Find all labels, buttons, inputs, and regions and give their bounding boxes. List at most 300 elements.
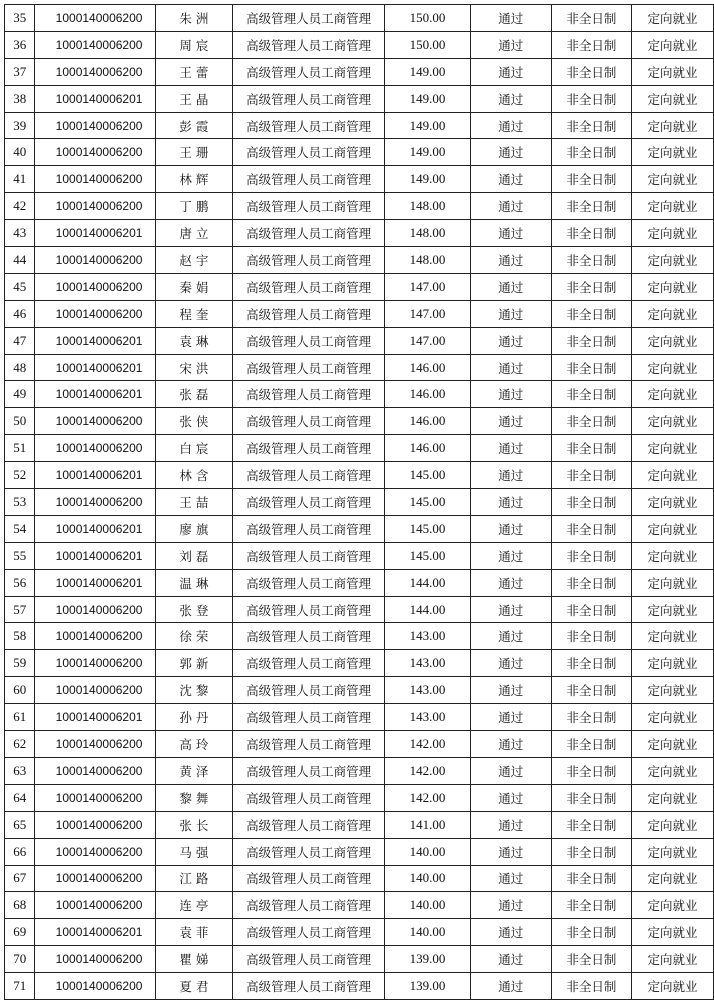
major-name-cell: 高级管理人员工商管理: [233, 542, 385, 569]
total-score-cell: 145.00: [385, 515, 470, 542]
candidate-id-text: 1000140006200: [55, 683, 143, 698]
total-score-cell: 140.00: [385, 919, 470, 946]
study-mode-cell: 非全日制: [551, 435, 631, 462]
major-name-cell: 高级管理人员工商管理: [233, 31, 385, 58]
major-name-cell: 高级管理人员工商管理: [233, 838, 385, 865]
review-result-cell: 通过: [470, 973, 551, 1000]
row-number-cell: 56: [5, 569, 35, 596]
candidate-id-cell: [35, 408, 155, 435]
candidate-id-text: 1000140006201: [55, 360, 143, 375]
candidate-id-cell: [35, 247, 155, 274]
study-mode-cell: 非全日制: [551, 5, 631, 32]
study-mode-cell: 非全日制: [551, 85, 631, 112]
table-row: [5, 838, 714, 865]
study-mode-cell: 非全日制: [551, 838, 631, 865]
table-row: [5, 462, 714, 489]
row-number-cell: 51: [5, 435, 35, 462]
major-name-cell: 高级管理人员工商管理: [233, 757, 385, 784]
employment-type-cell: 定向就业: [631, 515, 713, 542]
candidate-id-text: 1000140006200: [55, 979, 143, 993]
employment-type-cell: 定向就业: [631, 300, 713, 327]
row-number-cell: 37: [5, 58, 35, 85]
employment-type-cell: 定向就业: [631, 489, 713, 516]
total-score-cell: 148.00: [385, 193, 470, 220]
employment-type-cell: 定向就业: [631, 139, 713, 166]
candidate-id-text: 1000140006201: [55, 91, 143, 106]
review-result-cell: 通过: [470, 784, 551, 811]
employment-type-cell: 定向就业: [631, 354, 713, 381]
row-number-cell: 41: [5, 166, 35, 193]
employment-type-cell: 定向就业: [631, 569, 713, 596]
major-name-cell: 高级管理人员工商管理: [233, 5, 385, 32]
total-score-cell: 148.00: [385, 220, 470, 247]
total-score-cell: 142.00: [385, 757, 470, 784]
study-mode-cell: 非全日制: [551, 892, 631, 919]
candidate-id-cell: [35, 973, 155, 1000]
study-mode-cell: 非全日制: [551, 220, 631, 247]
review-result-cell: 通过: [470, 542, 551, 569]
total-score-cell: 144.00: [385, 569, 470, 596]
major-name-cell: 高级管理人员工商管理: [233, 58, 385, 85]
study-mode-cell: 非全日制: [551, 757, 631, 784]
table-row: [5, 919, 714, 946]
major-name-cell: 高级管理人员工商管理: [233, 650, 385, 677]
total-score-cell: 139.00: [385, 973, 470, 1000]
review-result-cell: 通过: [470, 381, 551, 408]
review-result-cell: 通过: [470, 569, 551, 596]
employment-type-cell: 定向就业: [631, 919, 713, 946]
candidate-name-cell: 黄 泽: [155, 757, 232, 784]
major-name-cell: 高级管理人员工商管理: [233, 220, 385, 247]
study-mode-cell: 非全日制: [551, 650, 631, 677]
table-row: [5, 354, 714, 381]
candidate-name-cell: 马 强: [155, 838, 232, 865]
study-mode-cell: 非全日制: [551, 139, 631, 166]
review-result-cell: 通过: [470, 5, 551, 32]
candidate-name-cell: 唐 立: [155, 220, 232, 247]
candidate-id-cell: [35, 462, 155, 489]
candidate-name-cell: 夏 君: [155, 973, 232, 1000]
major-name-cell: 高级管理人员工商管理: [233, 354, 385, 381]
row-number-cell: 57: [5, 596, 35, 623]
row-number-cell: 60: [5, 677, 35, 704]
review-result-cell: 通过: [470, 489, 551, 516]
candidate-name-cell: 孙 丹: [155, 704, 232, 731]
employment-type-cell: 定向就业: [631, 596, 713, 623]
table-row: [5, 220, 714, 247]
review-result-cell: 通过: [470, 85, 551, 112]
candidate-id-cell: [35, 677, 155, 704]
table-row: [5, 273, 714, 300]
major-name-cell: 高级管理人员工商管理: [233, 569, 385, 596]
candidate-name-cell: 刘 磊: [155, 542, 232, 569]
candidate-id-text: 1000140006200: [55, 252, 143, 267]
candidate-id-cell: [35, 731, 155, 758]
row-number-cell: 64: [5, 784, 35, 811]
table-row: [5, 435, 714, 462]
major-name-cell: 高级管理人员工商管理: [233, 677, 385, 704]
employment-type-cell: 定向就业: [631, 757, 713, 784]
table-row: [5, 515, 714, 542]
candidate-name-cell: 张 长: [155, 811, 232, 838]
candidate-id-cell: [35, 112, 155, 139]
candidate-id-text: 1000140006200: [55, 10, 143, 25]
review-result-cell: 通过: [470, 327, 551, 354]
major-name-cell: 高级管理人员工商管理: [233, 139, 385, 166]
candidate-id-cell: [35, 166, 155, 193]
candidate-id-cell: [35, 623, 155, 650]
candidate-id-cell: [35, 489, 155, 516]
row-number-cell: 59: [5, 650, 35, 677]
candidate-id-cell: [35, 946, 155, 973]
major-name-cell: 高级管理人员工商管理: [233, 865, 385, 892]
table-row: [5, 784, 714, 811]
candidate-id-text: 1000140006200: [55, 279, 143, 294]
candidate-id-cell: [35, 5, 155, 32]
total-score-cell: 146.00: [385, 408, 470, 435]
major-name-cell: 高级管理人员工商管理: [233, 515, 385, 542]
candidate-name-cell: 彭 霞: [155, 112, 232, 139]
review-result-cell: 通过: [470, 112, 551, 139]
major-name-cell: 高级管理人员工商管理: [233, 435, 385, 462]
table-row: [5, 5, 714, 32]
table-row: [5, 757, 714, 784]
employment-type-cell: 定向就业: [631, 677, 713, 704]
review-result-cell: 通过: [470, 462, 551, 489]
review-result-cell: 通过: [470, 435, 551, 462]
candidate-id-cell: [35, 838, 155, 865]
candidate-id-text: 1000140006200: [55, 199, 143, 214]
study-mode-cell: 非全日制: [551, 31, 631, 58]
candidate-id-text: 1000140006200: [55, 118, 143, 133]
row-number-cell: 63: [5, 757, 35, 784]
candidate-id-text: 1000140006201: [55, 468, 143, 483]
candidate-id-cell: [35, 596, 155, 623]
major-name-cell: 高级管理人员工商管理: [233, 85, 385, 112]
candidate-id-text: 1000140006200: [55, 37, 143, 52]
total-score-cell: 146.00: [385, 354, 470, 381]
row-number-cell: 66: [5, 838, 35, 865]
row-number-cell: 43: [5, 220, 35, 247]
candidate-name-cell: 程 奎: [155, 300, 232, 327]
candidate-id-text: 1000140006201: [55, 226, 143, 241]
candidate-id-text: 1000140006200: [55, 763, 143, 778]
candidate-id-text: 1000140006200: [55, 871, 143, 886]
total-score-cell: 143.00: [385, 677, 470, 704]
candidate-name-cell: 黎 舞: [155, 784, 232, 811]
candidate-name-cell: 连 亭: [155, 892, 232, 919]
study-mode-cell: 非全日制: [551, 381, 631, 408]
table-row: [5, 112, 714, 139]
candidate-name-cell: 徐 荣: [155, 623, 232, 650]
total-score-cell: 149.00: [385, 58, 470, 85]
candidate-id-cell: [35, 865, 155, 892]
total-score-cell: 142.00: [385, 731, 470, 758]
total-score-cell: 147.00: [385, 300, 470, 327]
candidate-name-cell: 袁 琳: [155, 327, 232, 354]
candidate-id-cell: [35, 542, 155, 569]
total-score-cell: 147.00: [385, 327, 470, 354]
total-score-cell: 142.00: [385, 784, 470, 811]
table-row: [5, 31, 714, 58]
candidate-id-cell: [35, 435, 155, 462]
row-number-cell: 54: [5, 515, 35, 542]
employment-type-cell: 定向就业: [631, 112, 713, 139]
employment-type-cell: 定向就业: [631, 784, 713, 811]
candidate-id-text: 1000140006200: [55, 790, 143, 805]
study-mode-cell: 非全日制: [551, 865, 631, 892]
employment-type-cell: 定向就业: [631, 381, 713, 408]
review-result-cell: 通过: [470, 220, 551, 247]
employment-type-cell: 定向就业: [631, 946, 713, 973]
candidate-id-cell: [35, 193, 155, 220]
candidate-id-cell: [35, 515, 155, 542]
employment-type-cell: 定向就业: [631, 408, 713, 435]
review-result-cell: 通过: [470, 865, 551, 892]
candidate-name-cell: 王 蕾: [155, 58, 232, 85]
major-name-cell: 高级管理人员工商管理: [233, 247, 385, 274]
row-number-cell: 62: [5, 731, 35, 758]
review-result-cell: 通过: [470, 623, 551, 650]
candidate-name-cell: 丁 鹏: [155, 193, 232, 220]
candidate-name-cell: 宋 洪: [155, 354, 232, 381]
table-row: [5, 704, 714, 731]
major-name-cell: 高级管理人员工商管理: [233, 300, 385, 327]
candidate-name-cell: 温 琳: [155, 569, 232, 596]
table-row: [5, 408, 714, 435]
study-mode-cell: 非全日制: [551, 166, 631, 193]
candidate-name-cell: 袁 菲: [155, 919, 232, 946]
candidate-name-cell: 郭 新: [155, 650, 232, 677]
review-result-cell: 通过: [470, 892, 551, 919]
row-number-cell: 68: [5, 892, 35, 919]
candidate-id-cell: [35, 273, 155, 300]
table-row: [5, 677, 714, 704]
major-name-cell: 高级管理人员工商管理: [233, 919, 385, 946]
row-number-cell: 67: [5, 865, 35, 892]
table-row: [5, 193, 714, 220]
review-result-cell: 通过: [470, 731, 551, 758]
employment-type-cell: 定向就业: [631, 166, 713, 193]
table-row: [5, 327, 714, 354]
study-mode-cell: 非全日制: [551, 569, 631, 596]
candidate-id-text: 1000140006201: [55, 333, 143, 348]
candidate-id-text: 1000140006200: [55, 64, 143, 79]
total-score-cell: 150.00: [385, 5, 470, 32]
total-score-cell: 149.00: [385, 166, 470, 193]
study-mode-cell: 非全日制: [551, 542, 631, 569]
row-number-cell: 40: [5, 139, 35, 166]
candidate-name-cell: 王 晶: [155, 85, 232, 112]
candidate-name-cell: 朱 洲: [155, 5, 232, 32]
major-name-cell: 高级管理人员工商管理: [233, 193, 385, 220]
row-number-cell: 53: [5, 489, 35, 516]
employment-type-cell: 定向就业: [631, 435, 713, 462]
review-result-cell: 通过: [470, 919, 551, 946]
review-result-cell: 通过: [470, 946, 551, 973]
table-row: [5, 892, 714, 919]
candidate-id-cell: [35, 85, 155, 112]
candidate-id-cell: [35, 569, 155, 596]
table-row: [5, 811, 714, 838]
total-score-cell: 149.00: [385, 85, 470, 112]
table-row: [5, 569, 714, 596]
total-score-cell: 144.00: [385, 596, 470, 623]
table-row: [5, 623, 714, 650]
candidate-id-text: 1000140006200: [55, 817, 143, 832]
review-result-cell: 通过: [470, 596, 551, 623]
candidate-id-text: 1000140006201: [55, 710, 143, 725]
study-mode-cell: 非全日制: [551, 623, 631, 650]
major-name-cell: 高级管理人员工商管理: [233, 946, 385, 973]
candidate-name-cell: 张 磊: [155, 381, 232, 408]
table-row: [5, 166, 714, 193]
major-name-cell: 高级管理人员工商管理: [233, 892, 385, 919]
review-result-cell: 通过: [470, 273, 551, 300]
employment-type-cell: 定向就业: [631, 220, 713, 247]
total-score-cell: 147.00: [385, 273, 470, 300]
table-row: [5, 247, 714, 274]
candidate-id-text: 1000140006200: [55, 306, 143, 321]
candidate-name-cell: 瞿 娣: [155, 946, 232, 973]
table-row: [5, 58, 714, 85]
major-name-cell: 高级管理人员工商管理: [233, 166, 385, 193]
study-mode-cell: 非全日制: [551, 596, 631, 623]
study-mode-cell: 非全日制: [551, 973, 631, 1000]
review-result-cell: 通过: [470, 704, 551, 731]
major-name-cell: 高级管理人员工商管理: [233, 596, 385, 623]
review-result-cell: 通过: [470, 166, 551, 193]
candidate-name-cell: 秦 娟: [155, 273, 232, 300]
candidate-name-cell: 王 珊: [155, 139, 232, 166]
table-row: [5, 731, 714, 758]
study-mode-cell: 非全日制: [551, 112, 631, 139]
row-number-cell: 70: [5, 946, 35, 973]
candidate-id-cell: [35, 704, 155, 731]
table-row: [5, 300, 714, 327]
employment-type-cell: 定向就业: [631, 85, 713, 112]
candidate-id-text: 1000140006200: [55, 656, 143, 671]
study-mode-cell: 非全日制: [551, 731, 631, 758]
candidate-id-text: 1000140006200: [55, 629, 143, 644]
major-name-cell: 高级管理人员工商管理: [233, 112, 385, 139]
row-number-cell: 47: [5, 327, 35, 354]
candidate-name-cell: 廖 旗: [155, 515, 232, 542]
employment-type-cell: 定向就业: [631, 704, 713, 731]
major-name-cell: 高级管理人员工商管理: [233, 462, 385, 489]
total-score-cell: 145.00: [385, 489, 470, 516]
major-name-cell: 高级管理人员工商管理: [233, 784, 385, 811]
candidate-id-cell: [35, 757, 155, 784]
row-number-cell: 71: [5, 973, 35, 1000]
candidate-id-cell: [35, 139, 155, 166]
candidate-id-text: 1000140006200: [55, 898, 143, 913]
table-row: [5, 542, 714, 569]
employment-type-cell: 定向就业: [631, 462, 713, 489]
row-number-cell: 38: [5, 85, 35, 112]
candidate-id-text: 1000140006200: [55, 736, 143, 751]
study-mode-cell: 非全日制: [551, 273, 631, 300]
employment-type-cell: 定向就业: [631, 865, 713, 892]
total-score-cell: 140.00: [385, 892, 470, 919]
table-row: [5, 139, 714, 166]
major-name-cell: 高级管理人员工商管理: [233, 704, 385, 731]
employment-type-cell: 定向就业: [631, 31, 713, 58]
total-score-cell: 143.00: [385, 623, 470, 650]
study-mode-cell: 非全日制: [551, 247, 631, 274]
table-row: [5, 973, 714, 1000]
review-result-cell: 通过: [470, 247, 551, 274]
study-mode-cell: 非全日制: [551, 784, 631, 811]
study-mode-cell: 非全日制: [551, 946, 631, 973]
table-row: [5, 946, 714, 973]
candidate-id-text: 1000140006201: [55, 925, 143, 940]
candidate-name-cell: 江 路: [155, 865, 232, 892]
total-score-cell: 140.00: [385, 838, 470, 865]
total-score-cell: 146.00: [385, 435, 470, 462]
candidate-id-text: 1000140006201: [55, 521, 143, 536]
candidate-id-text: 1000140006200: [55, 145, 143, 160]
candidate-id-text: 1000140006201: [55, 575, 143, 590]
major-name-cell: 高级管理人员工商管理: [233, 408, 385, 435]
major-name-cell: 高级管理人员工商管理: [233, 731, 385, 758]
candidate-id-cell: [35, 650, 155, 677]
employment-type-cell: 定向就业: [631, 973, 713, 1000]
employment-type-cell: 定向就业: [631, 650, 713, 677]
study-mode-cell: 非全日制: [551, 408, 631, 435]
table-row: [5, 381, 714, 408]
total-score-cell: 149.00: [385, 139, 470, 166]
study-mode-cell: 非全日制: [551, 354, 631, 381]
candidate-name-cell: 周 宸: [155, 31, 232, 58]
study-mode-cell: 非全日制: [551, 811, 631, 838]
row-number-cell: 45: [5, 273, 35, 300]
row-number-cell: 48: [5, 354, 35, 381]
review-result-cell: 通过: [470, 838, 551, 865]
review-result-cell: 通过: [470, 757, 551, 784]
employment-type-cell: 定向就业: [631, 273, 713, 300]
candidate-id-cell: [35, 381, 155, 408]
study-mode-cell: 非全日制: [551, 327, 631, 354]
table-row: [5, 489, 714, 516]
total-score-cell: 146.00: [385, 381, 470, 408]
row-number-cell: 49: [5, 381, 35, 408]
total-score-cell: 139.00: [385, 946, 470, 973]
candidate-name-cell: 林 含: [155, 462, 232, 489]
row-number-cell: 50: [5, 408, 35, 435]
major-name-cell: 高级管理人员工商管理: [233, 273, 385, 300]
candidate-name-cell: 张 侠: [155, 408, 232, 435]
candidate-id-text: 1000140006200: [55, 844, 143, 859]
employment-type-cell: 定向就业: [631, 247, 713, 274]
row-number-cell: 52: [5, 462, 35, 489]
table-row: [5, 650, 714, 677]
total-score-cell: 148.00: [385, 247, 470, 274]
total-score-cell: 143.00: [385, 650, 470, 677]
review-result-cell: 通过: [470, 300, 551, 327]
table-row: [5, 596, 714, 623]
candidate-id-cell: [35, 220, 155, 247]
major-name-cell: 高级管理人员工商管理: [233, 973, 385, 1000]
row-number-cell: 58: [5, 623, 35, 650]
major-name-cell: 高级管理人员工商管理: [233, 623, 385, 650]
study-mode-cell: 非全日制: [551, 515, 631, 542]
candidate-id-cell: [35, 354, 155, 381]
study-mode-cell: 非全日制: [551, 677, 631, 704]
candidate-id-text: 1000140006201: [55, 548, 143, 563]
total-score-cell: 140.00: [385, 865, 470, 892]
candidate-id-cell: [35, 919, 155, 946]
